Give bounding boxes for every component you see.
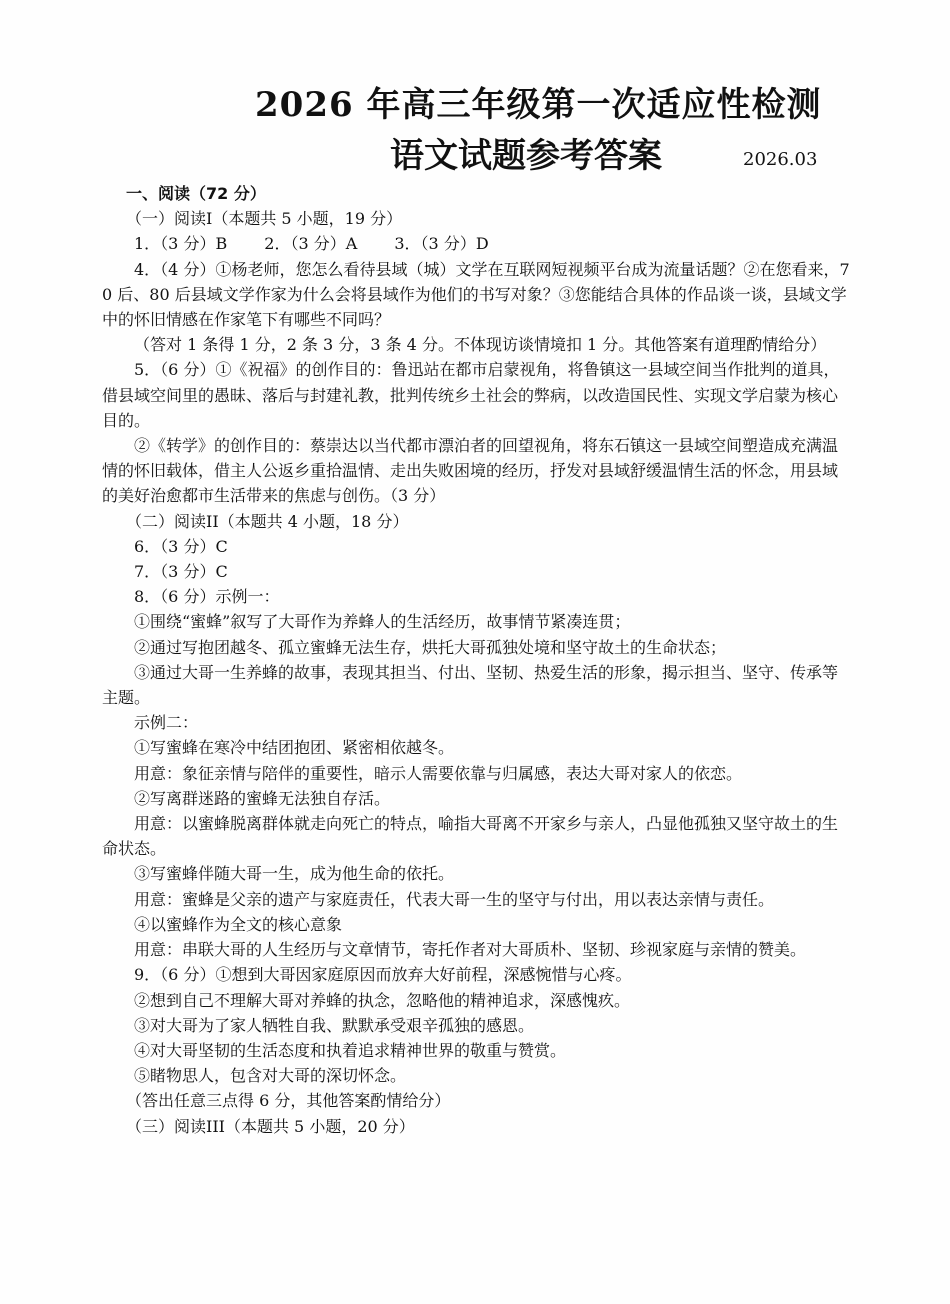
section-heading-reading: 一、阅读（72 分） — [126, 184, 266, 203]
answer-8-example-2-purpose-4: 用意：串联大哥的人生经历与文章情节，寄托作者对大哥质朴、坚韧、珍视家庭与亲情的赞美。 — [134, 940, 807, 960]
answer-8-example-1-point-1: ①围绕“蜜蜂”叙写了大哥作为养蜂人的生活经历，故事情节紧凑连贯； — [134, 612, 631, 632]
subsection-reading-1: （一）阅读I（本题共 5 小题，19 分） — [126, 209, 403, 229]
subsection-reading-3: （三）阅读III（本题共 5 小题，20 分） — [126, 1116, 415, 1136]
answer-key-title: 语文试题参考答案 — [390, 136, 662, 176]
answer-4: 4．（4 分）①杨老师，您怎么看待县域（城）文学在互联网短视频平台成为流量话题？②在您看来，70 后、80 后县域文学作家为什么会将县域作为他们的书写对象？③您能结合具体的作品谈一谈，县域文学中的怀旧情感在作家笔下有哪些不同吗？ — [102, 259, 850, 330]
answer-8-example-2-header: 示例二： — [134, 713, 199, 733]
answer-6: 6．（3 分）C — [134, 536, 228, 556]
answer-content — [102, 181, 852, 1139]
answer-9-point-3: ③对大哥为了家人牺牲自我、默默承受艰辛孤独的感恩。 — [134, 1015, 535, 1035]
exam-title: 2026 年高三年级第一次适应性检测 — [255, 85, 822, 125]
answer-8-example-2-point-4: ④以蜜蜂作为全文的核心意象 — [134, 914, 343, 934]
answer-8-example-2-purpose-3: 用意：蜜蜂是父亲的遗产与家庭责任，代表大哥一生的坚守与付出，用以表达亲情与责任。 — [134, 889, 775, 909]
answer-8-example-2-purpose-2: 用意：以蜜蜂脱离群体就走向死亡的特点，喻指大哥离不开家乡与亲人，凸显他孤独又坚守故土的生命状态。 — [102, 814, 839, 859]
answer-4-scoring: （答对 1 条得 1 分，2 条 3 分，3 条 4 分。不体现访谈情境扣 1 分。其他答案有道理酌情给分） — [134, 335, 827, 355]
answer-8-example-2-point-2: ②写离群迷路的蜜蜂无法独自存活。 — [134, 788, 391, 808]
answer-9-point-4: ④对大哥坚韧的生活态度和执着追求精神世界的敬重与赞赏。 — [134, 1040, 567, 1060]
answer-8-header: 8．（6 分）示例一： — [134, 587, 280, 607]
answer-8-example-1-point-2: ②通过写抱团越冬、孤立蜜蜂无法生存，烘托大哥孤独处境和坚守故土的生命状态； — [134, 637, 727, 657]
answer-8-example-1-point-3: ③通过大哥一生养蜂的故事，表现其担当、付出、坚韧、热爱生活的形象，揭示担当、坚守、传承等主题。 — [102, 662, 839, 708]
answer-8-example-2-point-1: ①写蜜蜂在寒冷中结团抱团、紧密相依越冬。 — [134, 738, 455, 758]
answer-9-point-1: 9．（6 分）①想到大哥因家庭原因而放弃大好前程，深感惋惜与心疼。 — [134, 965, 632, 985]
answer-5-part-2: ②《转学》的创作目的：蔡崇达以当代都市漂泊者的回望视角，将东石镇这一县域空间塑造成充满温情的怀旧载体，借主人公返乡重拾温情、走出失败困境的经历，抒发对县域舒缓温情生活的怀念，用县域的美好治愈都市生活带来的焦虑与创伤。（3 分） — [102, 436, 839, 506]
answer-9-point-5: ⑤睹物思人，包含对大哥的深切怀念。 — [134, 1066, 407, 1086]
subsection-reading-2: （二）阅读II（本题共 4 小题，18 分） — [126, 511, 409, 531]
answer-9-point-2: ②想到自己不理解大哥对养蜂的执念，忽略他的精神追求，深感愧疚。 — [134, 990, 631, 1010]
answers-1-3: 1．（3 分）B 2．（3 分）A 3．（3 分）D — [134, 234, 489, 254]
exam-date: 2026.03 — [743, 149, 818, 170]
answer-5-part-1: 5．（6 分）①《祝福》的创作目的：鲁迅站在都市启蒙视角，将鲁镇这一县域空间当作批判的道具，借县域空间里的愚昧、落后与封建礼教，批判传统乡土社会的弊病，以改造国民性、实现文学启蒙为核心目的。 — [102, 360, 840, 430]
answer-8-example-2-point-3: ③写蜜蜂伴随大哥一生，成为他生命的依托。 — [134, 864, 455, 884]
answer-7: 7．（3 分）C — [134, 562, 228, 582]
answer-9-scoring: （答出任意三点得 6 分，其他答案酌情给分） — [126, 1091, 451, 1111]
answer-8-example-2-purpose-1: 用意：象征亲情与陪伴的重要性，暗示人需要依靠与归属感，表达大哥对家人的依恋。 — [134, 763, 743, 783]
